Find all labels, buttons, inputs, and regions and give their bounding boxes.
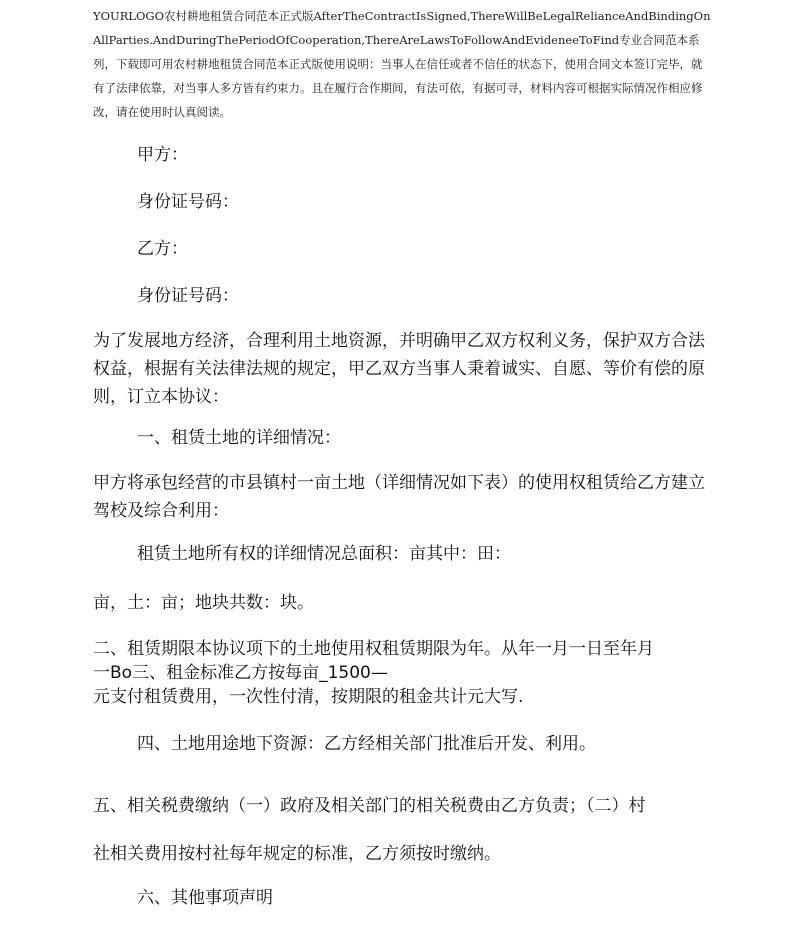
section-6-heading: 六、其他事项声明 bbox=[137, 888, 273, 908]
section-5-line-1: 五、相关税费缴纳（一）政府及相关部门的相关税费由乙方负责；（二）村 bbox=[93, 796, 646, 816]
section-4-paragraph: 四、土地用途地下资源：乙方经相关部门批准后开发、利用。 bbox=[137, 734, 596, 754]
section-1-area: 租赁土地所有权的详细情况总面积：亩其中：田： bbox=[137, 544, 511, 564]
section-2-line-1: 二、租赁期限本协议项下的土地使用权租赁期限为年。从年一月一日至年月 bbox=[93, 639, 654, 659]
party-b-id-label: 身份证号码： bbox=[137, 286, 239, 306]
section-1-heading: 一、租赁土地的详细情况： bbox=[137, 428, 341, 448]
party-a-id-label: 身份证号码： bbox=[137, 192, 239, 212]
preamble-paragraph: 为了发展地方经济，合理利用土地资源，并明确甲乙双方权利义务，保护双方合法权益，根据有关法律法规的规定，甲乙双方当事人秉着诚实、自愿、等价有偿的原则，订立本协议： bbox=[93, 331, 705, 407]
section-2-line-2: 一Bo三、租金标准乙方按每亩_1500— bbox=[93, 663, 388, 683]
section-2-line-3: 元支付租赁费用，一次性付清，按期限的租金共计元大写. bbox=[93, 687, 524, 707]
party-b-label: 乙方： bbox=[137, 239, 188, 259]
section-1-area-continued: 亩，土：亩；地块共数：块。 bbox=[93, 593, 314, 613]
section-1-body: 甲方将承包经营的市县镇村一亩土地（详细情况如下表）的使用权租赁给乙方建立驾校及综合利用： bbox=[93, 473, 705, 521]
party-a-label: 甲方： bbox=[137, 145, 188, 165]
intro-paragraph: YOURLOGO农村耕地租赁合同范本正式版AfterTheContractIsSigned,ThereWillBeLegalRelianceAndBindingOnAllParties.AndDuringThePeriodOfCooperation,ThereAreLawsToFollowAndEvideneeToFind专业合同范本系列，下载即可用农村耕地租赁合同范本正式版使用说明：当事人在信任或者不信任的状态下，使用合同文本签订完毕，就有了法律依靠，对当事人多方皆有约束力。且在履行合作期间，有法可依，有据可寻，材料内容可根据实际情况作相应修改，请在使用时认真阅读。 bbox=[93, 9, 711, 119]
section-5-line-2: 社相关费用按村社每年规定的标准，乙方须按时缴纳。 bbox=[93, 844, 501, 864]
